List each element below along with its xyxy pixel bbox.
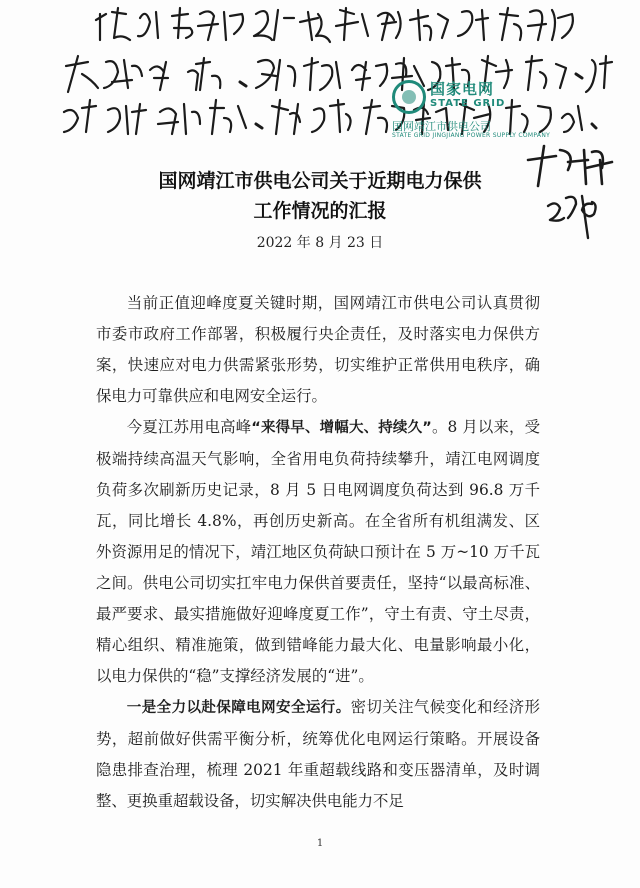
logo-name-en: STATE GRID <box>430 98 506 109</box>
paragraph-2-lead: 今夏江苏用电高峰 <box>126 418 252 436</box>
document-date: 2022 年 8 月 23 日 <box>256 235 384 251</box>
state-grid-emblem-icon <box>392 80 426 114</box>
logo-organization-cn: 国网靖江市供电公司 <box>392 120 491 133</box>
paragraph-2-text: 。8 月以来，受极端持续高温天气影响，全省用电负荷持续攀升，靖江电网调度负荷多次刷新历史记录，8 月 5 日电网调度负荷达到 96.8 万千瓦，同比增长 4.8%，再创历史新高。在全省所有机组满发、区外资源用足的情况下，靖江地区负荷缺口预计在 5 万~10 万千瓦之间。供电公司切实扛牢电力保供首要责任，坚持“以最高标准、最严要求、最实措施做好迎峰度夏工作”，守土有责、守土尽责，精心组织、精准施策，做到错峰能力最大化、电量影响最小化，以电力保供的“稳”支撑经济发展的“进”。 <box>96 418 540 685</box>
title-line-1: 国网靖江市供电公司关于近期电力保供 <box>158 170 482 192</box>
paragraph-3-heading: 一是全力以赴保障电网安全运行。 <box>126 700 351 716</box>
paragraph-3 <box>96 692 540 817</box>
paragraph-1: 当前正值迎峰度夏关键时期，国网靖江市供电公司认真贯彻市委市政府工作部署，积极履行央企责任，及时落实电力保供方案，快速应对电力供需紧张形势，切实维护正常供用电秩序，确保电力可靠供应和电网安全运行。 <box>96 294 540 405</box>
paragraph-3-text: 密切关注气候变化和经济形势，超前做好供需平衡分析，统筹优化电网运行策略。开展设备隐患排查治理，梳理 2021 年重超载线路和变压器清单，及时调整、更换重超载设备，切实解决供电能力不足 <box>96 698 540 810</box>
logo-organization-en: STATE GRID JINGJIANG POWER SUPPLY COMPANY <box>392 132 551 139</box>
logo-name-cn: 国家电网 <box>430 80 495 98</box>
page-number: 1 <box>316 838 324 849</box>
title-line-2: 工作情况的汇报 <box>253 200 387 222</box>
paragraph-2-emphasis: “来得早、增幅大、持续久” <box>251 420 432 436</box>
paragraph-2 <box>96 412 540 692</box>
document-title <box>0 166 640 226</box>
state-grid-logo <box>392 76 592 142</box>
document-body <box>96 288 540 817</box>
